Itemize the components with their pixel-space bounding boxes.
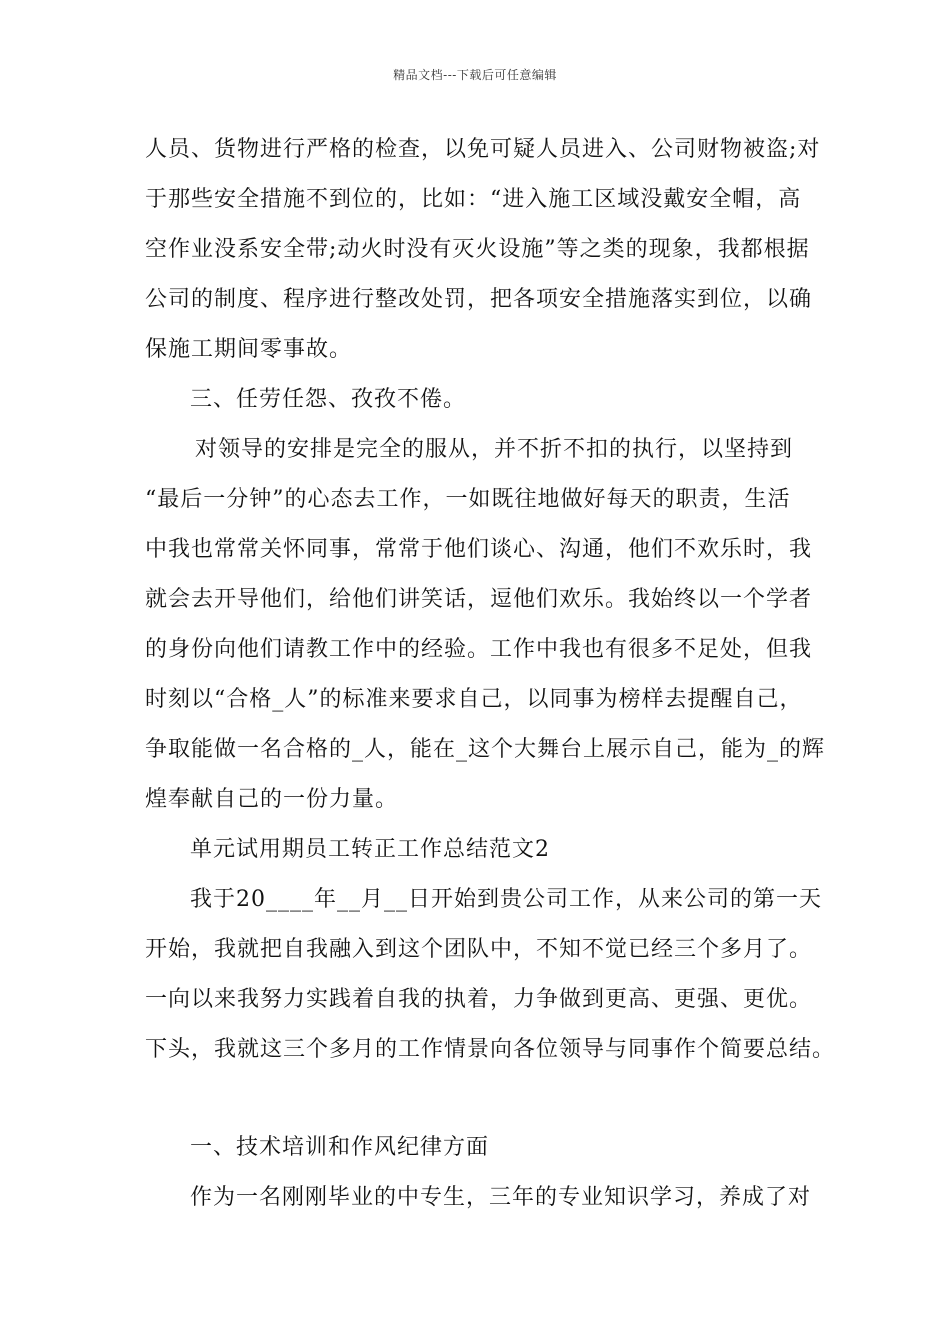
body-line: 中我也常常关怀同事，常常于他们谈心、沟通，他们不欢乐时，我 [145,537,813,562]
body-line: 就会去开导他们，给他们讲笑话，逗他们欢乐。我始终以一个学者 [145,587,813,612]
body-line: 我于20____年__月__日开始到贵公司工作，从来公司的第一天 [190,887,822,912]
body-line: 煌奉献自己的一份力量。 [145,787,399,812]
body-line: 保施工期间零事故。 [145,337,353,362]
body-line: 对领导的安排是完全的服从，并不折不扣的执行，以坚持到 [195,437,794,462]
page-header: 精品文档---下载后可任意编辑 [393,68,557,82]
body-line: 争取能做一名合格的_人，能在_这个大舞台上展示自己，能为_的辉 [145,737,826,762]
body-line: “最后一分钟”的心态去工作，一如既往地做好每天的职责，生活 [145,487,791,512]
section-heading: 三、任劳任怨、孜孜不倦。 [190,387,467,412]
body-line: 空作业没系安全带;动火时没有灭火设施”等之类的现象，我都根据 [145,237,810,262]
body-line: 一向以来我努力实践着自我的执着，力争做到更高、更强、更优。 [145,987,813,1012]
body-line: 下头，我就这三个多月的工作情景向各位领导与同事作个简要总结。 [145,1037,836,1062]
body-line: 公司的制度、程序进行整改处罚，把各项安全措施落实到位，以确 [145,287,813,312]
body-line: 作为一名刚刚毕业的中专生，三年的专业知识学习，养成了对 [190,1185,812,1210]
body-line: 于那些安全措施不到位的，比如：“进入施工区域没戴安全帽，高 [145,187,802,212]
section-heading: 一、技术培训和作风纪律方面 [190,1135,490,1160]
body-line: 的身份向他们请教工作中的经验。工作中我也有很多不足处，但我 [145,637,813,662]
body-line: 人员、货物进行严格的检查，以免可疑人员进入、公司财物被盗;对 [145,137,821,162]
body-line: 开始，我就把自我融入到这个团队中，不知不觉已经三个多月了。 [145,937,813,962]
article-title: 单元试用期员工转正工作总结范文2 [190,837,550,862]
body-line: 时刻以“合格_人”的标准来要求自己，以同事为榜样去提醒自己， [145,687,803,712]
